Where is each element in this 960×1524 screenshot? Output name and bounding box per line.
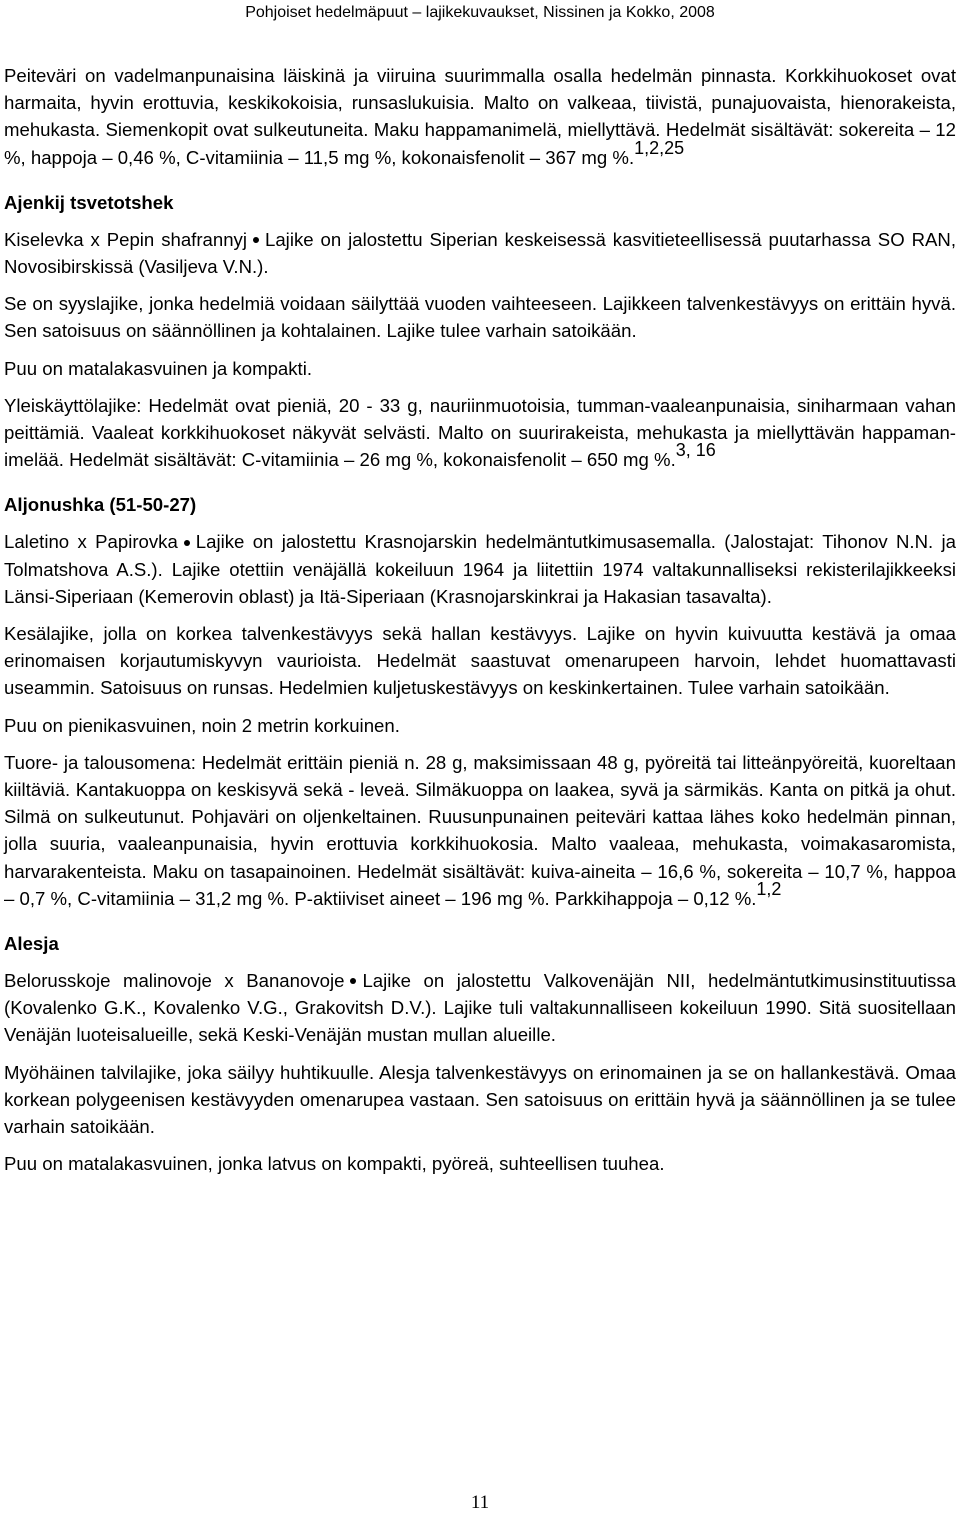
reference-marker: 3, 16 bbox=[675, 440, 716, 461]
page-number: 11 bbox=[470, 1492, 490, 1513]
origin-paragraph: Kiselevka x Pepin shafrannyj Lajike on jalostettu Siperian keskeisessä kasvitieteellisessä puutarhassa SO RAN, Novosibirskissä (Vasiljeva V.N.). bbox=[4, 228, 957, 278]
intro-paragraph: Peiteväri on vadelmanpunaisina läiskinä ja viiruina suurimmalla osalla hedelmän pinnasta. Korkkihuokoset ovat harmaita, hyvin erottuvia, keskikokoisia, runsaslukuisia. Malto on valkeaa, tiivistä, punajuovaista, hienorakeista, mehukasta. Siemenkopit ovat sulkeutuneita. Maku happamanimelä, miellyttävä. Hedelmät sisältävät: sokereita – 12 %, happoja – 0,46 %, C-vitamiinia – 11,5 mg %, kokonaisfenolit – 367 mg %.$^{1,2,25}$ bbox=[4, 65, 956, 168]
reference-marker: 1,2,25 bbox=[634, 137, 685, 158]
storage-paragraph: Se on syyslajike, jonka hedelmiä voidaan säilyttää vuoden vaihteeseen. Lajikkeen talvenkestävyys on erittäin hyvä. Sen satoisuus on säännöllinen ja kohtalainen. Lajike tulee varhain satoikään. bbox=[4, 293, 956, 342]
bullet-icon bbox=[184, 540, 190, 546]
reference-marker: 1,2 bbox=[756, 878, 782, 899]
bullet-icon bbox=[350, 978, 356, 984]
origin-paragraph: Laletino x Papirovka Lajike on jalostettu Krasnojarskin hedelmäntutkimusasemalla. (Jalostajat: Tihonov N.N. ja Tolmatshova A.S.). Lajike otettiin venäjällä kokeiluun 1964 ja liitettiin 1974 valtakunnalliseksi rekisterilajikkeeksi Länsi-Siperiaan (Kemerovin oblast) ja Itä-Siperiaan (Krasnojarskinkrai ja Hakasian tasavalta). bbox=[4, 531, 956, 607]
bullet-icon bbox=[253, 237, 259, 243]
fruit-paragraph: Yleiskäyttölajike: Hedelmät ovat pieniä, 20 - 33 g, nauriinmuotoisia, tumman-vaaleanpunaisia, siniharmaan vahan peittämiä. Vaaleat korkkihuokoset näkyvät selvästi. Malto on suurirakeista, mehukasta ja miellyttävän happaman-imelää. Hedelmät sisältävät: C-vitamiinia – 26 mg %, kokonaisfenolit – 650 mg %.$^{3, 16}$ bbox=[4, 394, 956, 471]
variety-heading-ajenkij: Ajenkij tsvetotshek bbox=[4, 191, 174, 213]
origin-paragraph: Belorusskoje malinovoje x Bananovoje Lajike on jalostettu Valkovenäjän NII, hedelmäntutkimusinstituutissa (Kovalenko G.K., Kovalenko V.G., Grakovitsh D.V.). Lajike tuli valtakunnalliseen kokeiluun 1990. Sitä suositellaan Venäjän luoteisalueille, sekä Keski-Venäjän mustan mullan alueille. bbox=[4, 970, 956, 1046]
variety-heading-aljonushka: Aljonushka (51-50-27) bbox=[4, 494, 197, 516]
running-header: Pohjoiset hedelmäpuut – lajikekuvaukset, Nissinen ja Kokko, 2008 bbox=[245, 4, 715, 21]
tree-paragraph: Puu on matalakasvuinen ja kompakti. bbox=[4, 357, 313, 379]
page-body bbox=[4, 62, 956, 1178]
hardiness-paragraph: Kesälajike, jolla on korkea talvenkestävyys sekä hallan kestävyys. Lajike on hyvin kuivuutta kestävä ja omaa erinomaisen korjautumiskyvyn vaurioista. Hedelmät saastuvat omenarupeen harvoin, lehdet huomattavasti useammin. Satoisuus on runsas. Hedelmien kuljetuskestävyys on keskinkertainen. Tulee varhain satoikään. bbox=[4, 623, 956, 699]
variety-heading-alesja: Alesja bbox=[4, 933, 59, 955]
tree-paragraph: Puu on matalakasvuinen, jonka latvus on kompakti, pyöreä, suhteellisen tuuhea. bbox=[4, 1153, 665, 1175]
tree-paragraph: Puu on pienikasvuinen, noin 2 metrin korkuinen. bbox=[4, 714, 400, 736]
storage-paragraph: Myöhäinen talvilajike, joka säilyy huhtikuulle. Alesja talvenkestävyys on erinomainen ja se on hallankestävä. Omaa korkean polygeenisen kestävyyden omenarupea vastaan. Sen satoisuus on erittäin hyvä ja säännöllinen ja se tulee varhain satoikään. bbox=[4, 1061, 956, 1138]
fruit-paragraph: Tuore- ja talousomena: Hedelmät erittäin pieniä n. 28 g, maksimissaan 48 g, pyöreitä tai litteänpyöreitä, kuoreltaan kiiltäviä. Kantakuoppa on keskisyvä sekä - leveä. Silmäkuoppa on laakea, syvä ja särmikäs. Kanta on pitkä ja ohut. Silmä on sulkeutunut. Pohjaväri on oljenkeltainen. Ruusunpunainen peiteväri kattaa lähes koko hedelmän pinnan, jolla suuria, vaaleanpunaisia, hyvin erottuvia korkkihuokosia. Malto vaaleaa, mehukasta, voimakasaromista, harvarakenteista. Maku on tasapainoinen. Hedelmät sisältävät: kuiva-aineita – 16,6 %, sokereita – 10,7 %, happoa – 0,7 %, C-vitamiinia – 31,2 mg %. P-aktiiviset aineet – 196 mg %. Parkkihappoja – 0,12 %.$^{1,2}$ bbox=[4, 751, 956, 909]
